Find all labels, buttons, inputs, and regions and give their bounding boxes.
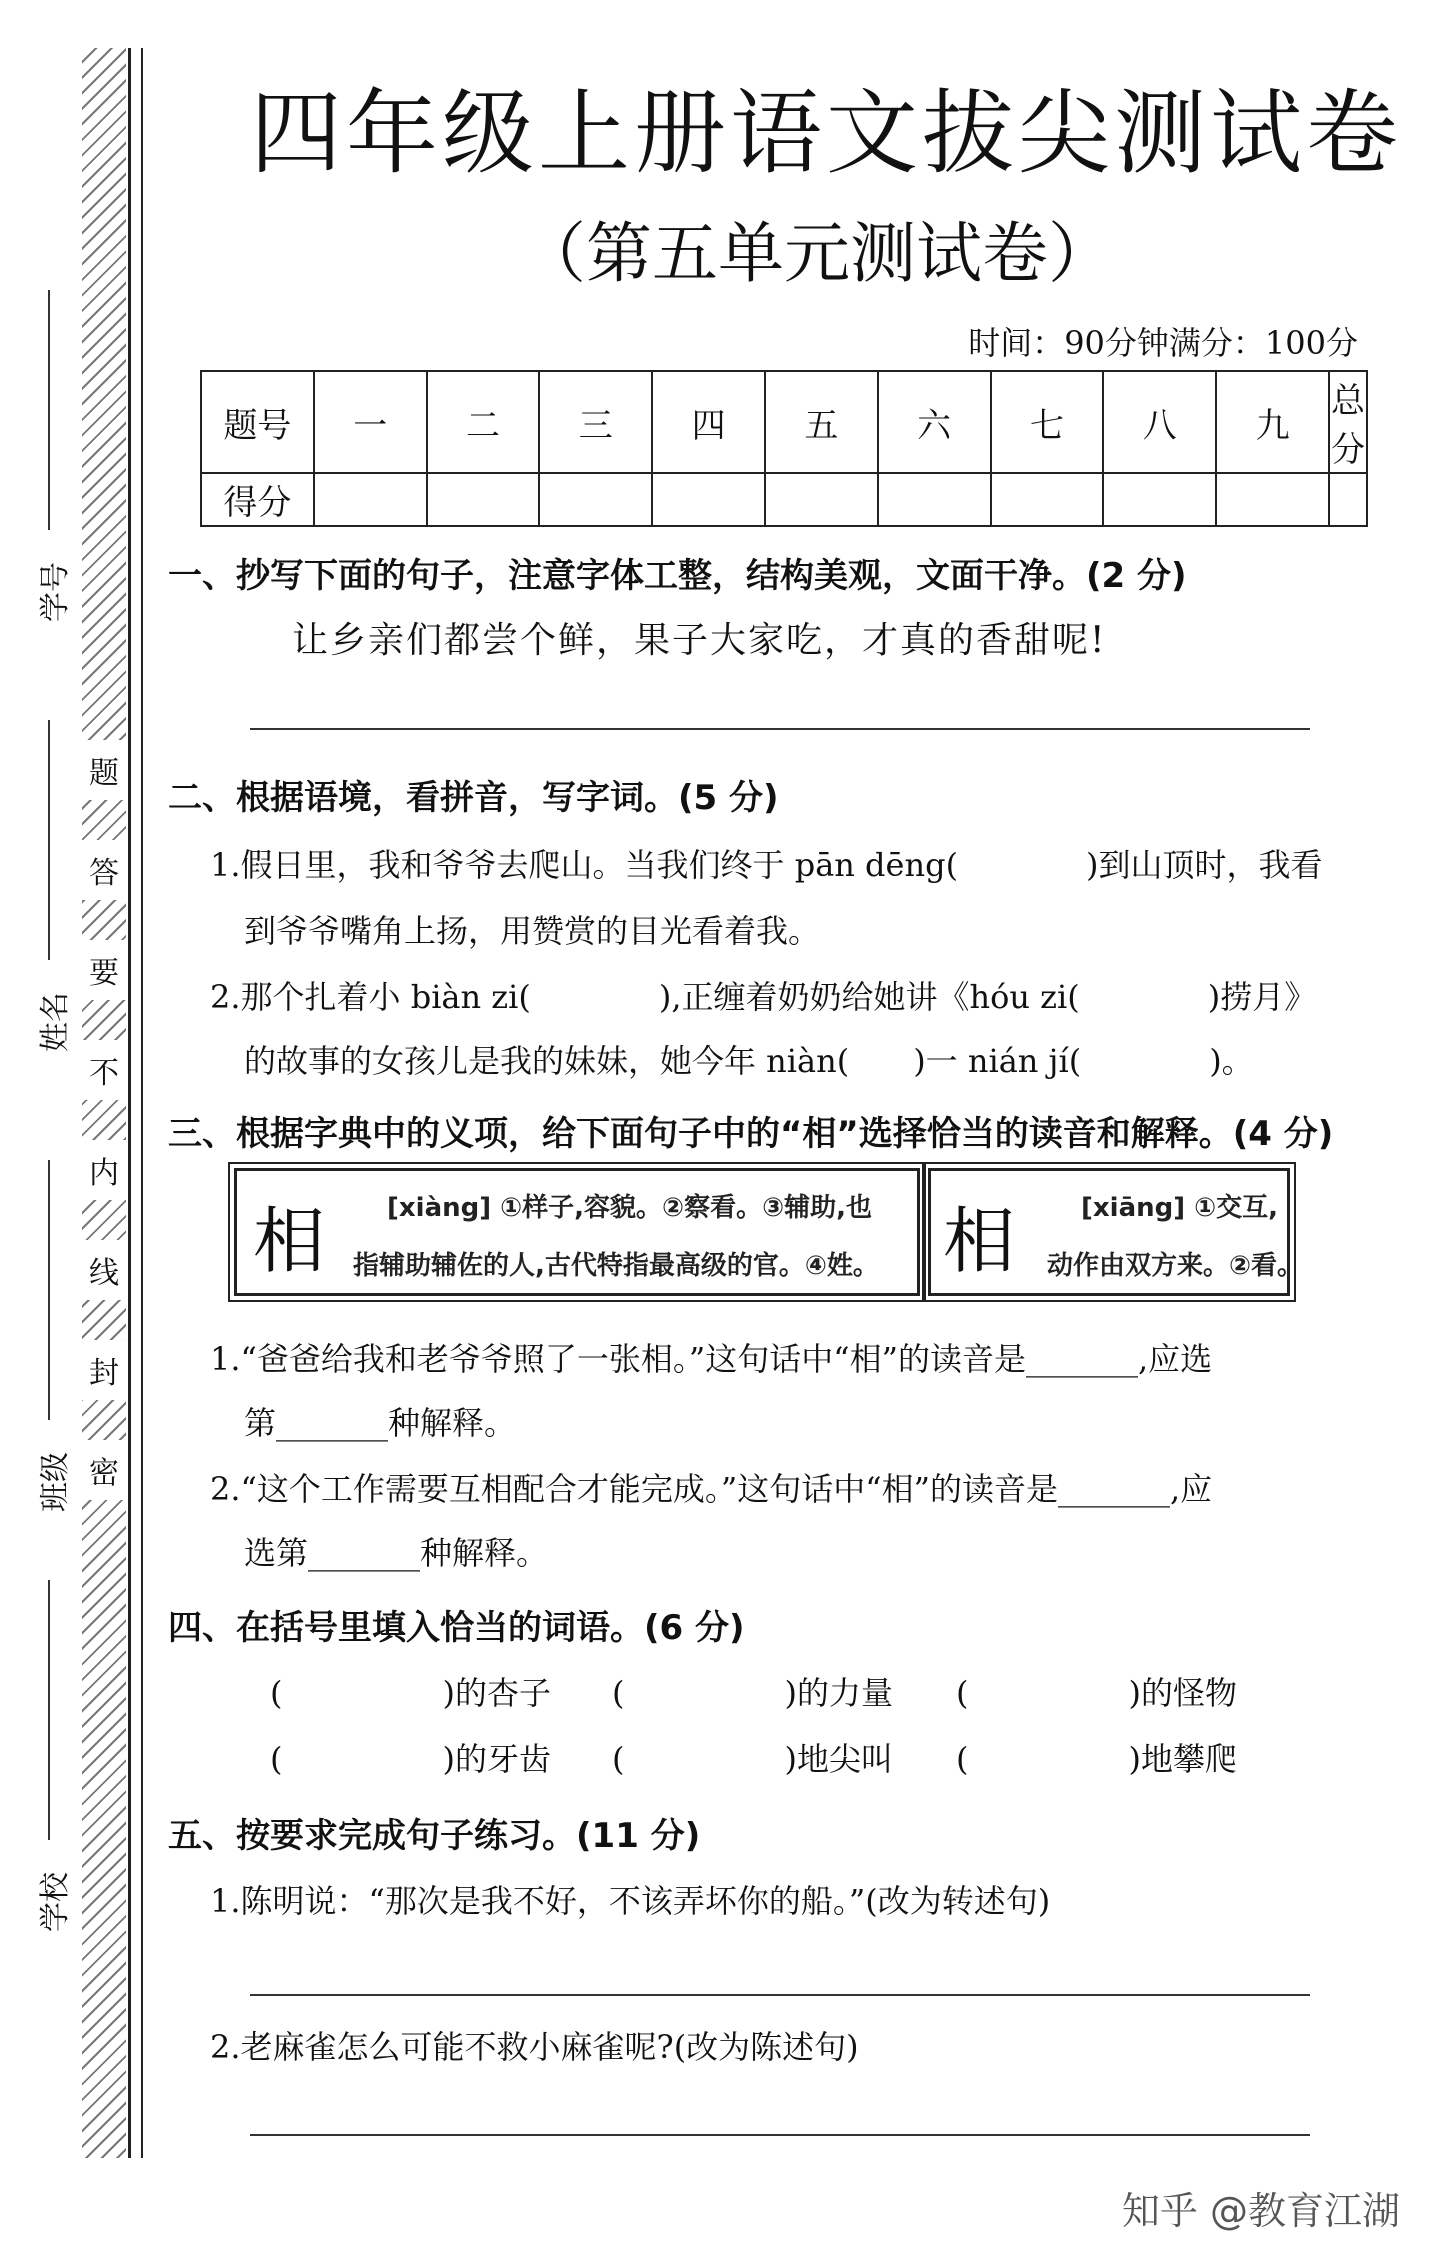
score-cell[interactable] [1329,473,1367,526]
seal-char: 内 [82,1140,126,1200]
seal-char: 要 [82,940,126,1000]
score-header-cell: 四 [652,371,765,473]
score-cell[interactable] [878,473,991,526]
q3-heading: 三、根据字典中的义项，给下面句子中的“相”选择恰当的读音和解释。(4 分) [168,1114,1334,1154]
q3-line: 1.“爸爸给我和老爷爷照了一张相。”这句话中“相”的读音是_______,应选 [210,1340,1213,1378]
dict-char: 相 [253,1199,326,1283]
score-cell[interactable] [765,473,878,526]
dict-char: 相 [943,1199,1016,1283]
score-cell[interactable] [539,473,652,526]
q5-answer-line-1[interactable] [250,1994,1310,1996]
score-header-cell: 七 [991,371,1104,473]
q3-line: 选第_______种解释。 [244,1534,549,1572]
q1-sentence: 让乡亲们都尝个鲜，果子大家吃，才真的香甜呢! [292,620,1107,661]
name-line [48,720,50,960]
score-header-cell: 总分 [1329,371,1367,473]
seal-char: 不 [82,1040,126,1100]
score-header-cell: 五 [765,371,878,473]
q4-item[interactable]: ( )的杏子 [270,1674,551,1712]
score-row-label: 得分 [201,473,314,526]
student-no-label: 学号 [38,562,73,622]
q4-item[interactable]: ( )的牙齿 [270,1740,551,1778]
q3-line: 2.“这个工作需要互相配合才能完成。”这句话中“相”的读音是_______,应 [210,1470,1213,1508]
q4-item[interactable]: ( )地尖叫 [612,1740,893,1778]
q4-item[interactable]: ( )地攀爬 [956,1740,1237,1778]
binding-border-line-inner [141,48,143,2158]
binding-hatch [82,48,126,2158]
watermark: 知乎 @教育江湖 [1121,2189,1400,2233]
score-cell[interactable] [1216,473,1329,526]
dict-text: 动作由双方来。②看。 [1047,1251,1304,1281]
score-header-cell: 六 [878,371,991,473]
q2-line: 2.那个扎着小 biàn zi( ),正缠着奶奶给她讲《hóu zi( )捞月》 [210,978,1317,1016]
score-header-row [201,371,1367,473]
score-table [200,370,1368,527]
score-cell[interactable] [427,473,540,526]
time-info: 时间：90分钟满分：100分 [968,324,1358,362]
seal-char: 密 [82,1440,126,1500]
q5-heading: 五、按要求完成句子练习。(11 分) [168,1816,701,1856]
class-line [48,1160,50,1420]
school-label: 学校 [38,1872,73,1932]
dict-text: [xiàng] ①样子,容貌。②察看。③辅助,也 [387,1193,872,1223]
seal-char: 答 [82,840,126,900]
q1-answer-line[interactable] [250,728,1310,730]
student-no-line [48,290,50,530]
q5-answer-line-2[interactable] [250,2134,1310,2136]
score-header-cell: 二 [427,371,540,473]
q2-line: 1.假日里，我和爷爷去爬山。当我们终于 pān dēng( )到山顶时，我看 [210,846,1323,884]
seal-char: 线 [82,1240,126,1300]
page-subtitle: （第五单元测试卷） [520,215,1114,292]
seal-char: 题 [82,740,126,800]
dictionary-entry-xiang1 [928,1168,1304,1296]
score-cell[interactable] [314,473,427,526]
score-header-cell: 八 [1103,371,1216,473]
dict-text: [xiāng] ①交互, [1081,1193,1279,1223]
q2-heading: 二、根据语境，看拼音，写字词。(5 分) [168,778,779,818]
binding-border-line [128,48,131,2158]
score-cell[interactable] [652,473,765,526]
score-header-cell: 九 [1216,371,1329,473]
q2-line: 到爷爷嘴角上扬，用赞赏的目光看着我。 [244,912,821,950]
dictionary-entry-xiang4 [234,1168,920,1296]
q5-item-2: 2.老麻雀怎么可能不救小麻雀呢?(改为陈述句) [210,2028,859,2066]
score-row [201,473,1367,526]
q2-line: 的故事的女孩儿是我的妹妹，她今年 niàn( )一 nián jí( )。 [244,1042,1254,1080]
seal-char: 封 [82,1340,126,1400]
score-header-cell: 三 [539,371,652,473]
page-title: 四年级上册语文拔尖测试卷 [250,80,1403,187]
score-cell[interactable] [1103,473,1216,526]
q4-item[interactable]: ( )的怪物 [956,1674,1237,1712]
q4-heading: 四、在括号里填入恰当的词语。(6 分) [168,1608,745,1648]
class-label: 班级 [38,1452,73,1512]
name-label: 姓名 [38,992,73,1052]
score-header-cell: 题号 [201,371,314,473]
q4-item[interactable]: ( )的力量 [612,1674,893,1712]
q1-heading: 一、抄写下面的句子，注意字体工整，结构美观，文面干净。(2 分) [168,556,1187,596]
dict-text: 指辅助辅佐的人,古代特指最高级的官。④姓。 [353,1251,879,1281]
school-line [48,1580,50,1840]
score-header-cell: 一 [314,371,427,473]
q5-item-1: 1.陈明说：“那次是我不好，不该弄坏你的船。”(改为转述句) [210,1882,1051,1920]
score-cell[interactable] [991,473,1104,526]
q3-line: 第_______种解释。 [244,1404,517,1442]
